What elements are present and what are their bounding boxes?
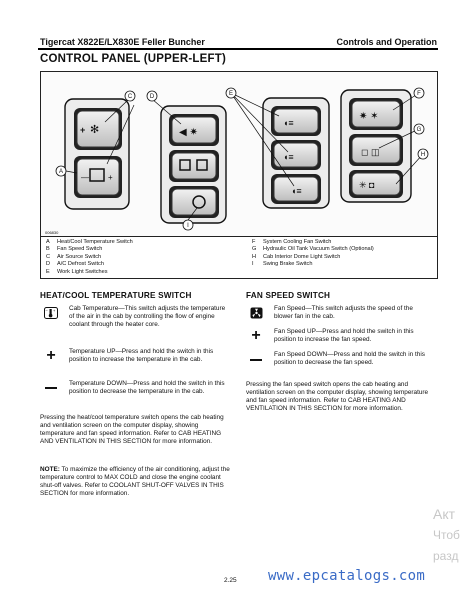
temperature-up-text: Temperature UP—Press and hold the switch in this position to increase the temperature in the cab.	[69, 348, 214, 364]
switch-bank-4	[341, 90, 411, 202]
svg-text:+: +	[80, 125, 86, 135]
svg-text:◖≡: ◖≡	[283, 152, 294, 162]
fan-speed-down-text: Fan Speed DOWN—Press and hold the switch in this position to decrease the fan speed.	[274, 351, 425, 367]
svg-text:−: −	[45, 308, 48, 313]
page-number: 2.25	[224, 577, 237, 584]
header-rule	[38, 48, 438, 50]
legend-row: A Heat/Cool Temperature Switch	[46, 239, 133, 245]
fan-speed-text: Fan Speed—This switch adjusts the speed of the blower fan in the cab.	[274, 305, 413, 321]
fan-speed-paragraph: Pressing the fan speed switch opens the cab heating and ventilation screen on the computer display, showing temperature and fan speed information. Refer to CAB HEATING AND VENTILATION IN THIS SECTION for more information.	[246, 381, 429, 413]
svg-text:—: —	[81, 173, 89, 182]
overlay-text-3: разд	[433, 549, 459, 563]
legend-row: E Work Light Switches	[46, 268, 108, 275]
note-text: To maximize the efficiency of the air conditioning, adjust the temperature control to MAX COLD and close the engine coolant shut-off valves. Refer to COOLANT SHUT-OFF VALVES IN THIS SECTION for more information.	[40, 466, 230, 498]
figure-number: 006830	[45, 230, 59, 235]
note-paragraph	[40, 466, 234, 498]
callout-g: G	[416, 127, 422, 133]
legend-row: G Hydraulic Oil Tank Vacuum Switch (Optional)	[252, 246, 374, 253]
svg-text:◀ ✷: ◀ ✷	[179, 127, 198, 138]
plus-icon: +	[251, 327, 261, 344]
heat-cool-paragraph: Pressing the heat/cool temperature switch opens the cab heating and ventilation screen on the computer display, showing temperature and fan speed information. Refer to CAB HEATING AND VENTILATION IN THIS SECTION for more information.	[40, 414, 224, 446]
minus-icon	[248, 353, 264, 367]
control-panel-drawing	[41, 72, 438, 237]
callout-c: C	[127, 94, 133, 100]
heat-cool-heading: HEAT/COOL TEMPERATURE SWITCH	[40, 291, 192, 300]
legend-row: B Fan Speed Switch	[46, 246, 103, 253]
watermark: www.epcatalogs.com	[268, 568, 426, 584]
figure-legend	[40, 237, 438, 279]
cab-temperature-text: Cab Temperature—This switch adjusts the temperature of the air in the cab by controlling the flow of engine coolant through the heater core.	[69, 305, 226, 329]
fan-speed-up-text: Fan Speed UP—Press and hold the switch in this position to increase the fan speed.	[274, 328, 414, 344]
fan-icon: ✻	[90, 123, 100, 136]
svg-text:✳ ◘: ✳ ◘	[359, 180, 375, 190]
callout-h: H	[420, 152, 426, 158]
overlay-text-1: Акт	[433, 506, 456, 522]
legend-row: F System Cooling Fan Switch	[252, 239, 332, 245]
note-label: NOTE:	[40, 466, 60, 473]
svg-text:◖≡: ◖≡	[291, 186, 302, 196]
legend-column-left	[46, 239, 133, 276]
plus-icon: +	[46, 347, 56, 364]
svg-text:+: +	[53, 308, 56, 313]
callout-i: I	[187, 223, 189, 229]
switch-bank-3	[263, 98, 329, 208]
switch-bank-2	[161, 106, 226, 223]
switch-bank-1	[65, 99, 129, 209]
temperature-down-text: Temperature DOWN—Press and hold the switch in this position to decrease the temperature in the cab.	[69, 380, 225, 396]
section-title: CONTROL PANEL (UPPER-LEFT)	[40, 53, 227, 65]
control-panel-figure	[40, 71, 438, 237]
legend-row: H Cab Interior Dome Light Switch	[252, 253, 341, 260]
thermometer-icon	[43, 306, 59, 320]
legend-row: C Air Source Switch	[46, 253, 102, 260]
section-header: Controls and Operation	[336, 37, 437, 47]
svg-text:✷ ✶: ✷ ✶	[359, 111, 379, 122]
callout-f: F	[417, 91, 421, 97]
legend-row: D A/C Defrost Switch	[46, 261, 104, 268]
minus-icon	[43, 381, 59, 395]
svg-text:◖≡: ◖≡	[283, 118, 294, 128]
legend-row: I Swing Brake Switch	[252, 261, 313, 268]
callout-a: A	[58, 169, 64, 175]
svg-text:◻ ◫: ◻ ◫	[361, 147, 380, 157]
svg-text:+: +	[108, 173, 113, 182]
fan-icon	[248, 306, 264, 320]
document-title: Tigercat X822E/LX830E Feller Buncher	[40, 37, 205, 47]
overlay-text-2: Чтоб	[433, 528, 460, 542]
callout-e: E	[228, 91, 234, 97]
legend-column-right	[252, 239, 374, 269]
fan-speed-heading: FAN SPEED SWITCH	[246, 291, 331, 300]
callout-d: D	[149, 94, 155, 100]
